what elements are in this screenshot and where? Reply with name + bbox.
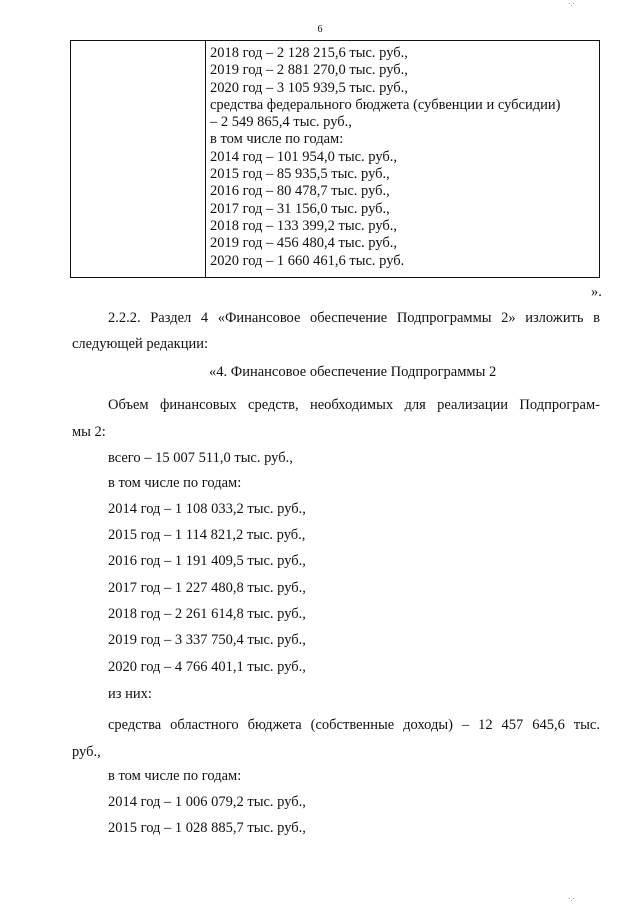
year-line: 2015 год – 1 114 821,2 тыс. руб., [108,527,306,543]
total-line: всего – 15 007 511,0 тыс. руб., [108,450,293,466]
table-column-divider [205,41,206,277]
year-line: 2019 год – 3 337 750,4 тыс. руб., [108,632,306,648]
table-line: в том числе по годам: [210,131,344,148]
table-line: 2020 год – 1 660 461,6 тыс. руб. [210,252,405,269]
of-them-label: из них: [108,686,152,702]
regional-budget-line-1: средства областного бюджета (собственные доходы) – 12 457 645,6 тыс. [108,717,600,733]
volume-text-line-2: мы 2: [72,424,106,440]
table-line: 2019 год – 456 480,4 тыс. руб., [210,235,398,252]
table-line: – 2 549 865,4 тыс. руб., [210,114,352,131]
section-intro-line-1: 2.2.2. Раздел 4 «Финансовое обеспечение Подпрограммы 2» изложить в [108,310,600,326]
table-line: средства федерального бюджета (субвенции и субсидии) [210,96,561,113]
year-line: 2020 год – 4 766 401,1 тыс. руб., [108,659,306,675]
scan-mark: ·.· [568,895,575,903]
year-line: 2018 год – 2 261 614,8 тыс. руб., [108,606,306,622]
section-intro-line-2: следующей редакции: [72,336,209,352]
section-heading: «4. Финансовое обеспечение Подпрограммы 2 [209,364,497,380]
table-line: 2014 год – 101 954,0 тыс. руб., [210,148,398,165]
year-line: 2014 год – 1 108 033,2 тыс. руб., [108,501,306,517]
year-line: 2014 год – 1 006 079,2 тыс. руб., [108,794,306,810]
by-years-label: в том числе по годам: [108,768,242,784]
table-line: 2020 год – 3 105 939,5 тыс. руб., [210,79,408,96]
table-line: 2019 год – 2 881 270,0 тыс. руб., [210,62,408,79]
total-line: в том числе по годам: [108,475,242,491]
year-line: 2016 год – 1 191 409,5 тыс. руб., [108,553,306,569]
page-number: 6 [317,24,323,35]
regional-budget-line-2: руб., [72,744,101,760]
table-right-cell [210,45,595,270]
closing-quote: ». [591,284,602,300]
table-line: 2018 год – 133 399,2 тыс. руб., [210,217,398,234]
year-line: 2015 год – 1 028 885,7 тыс. руб., [108,820,306,836]
scan-mark: ·.· [568,0,575,8]
year-line: 2017 год – 1 227 480,8 тыс. руб., [108,580,306,596]
table-line: 2017 год – 31 156,0 тыс. руб., [210,200,390,217]
table-line: 2015 год – 85 935,5 тыс. руб., [210,166,390,183]
financing-table [70,40,600,278]
table-line: 2018 год – 2 128 215,6 тыс. руб., [210,45,408,61]
table-line: 2016 год – 80 478,7 тыс. руб., [210,183,390,200]
volume-text-line-1: Объем финансовых средств, необходимых для реализации Подпрограм- [108,397,600,413]
